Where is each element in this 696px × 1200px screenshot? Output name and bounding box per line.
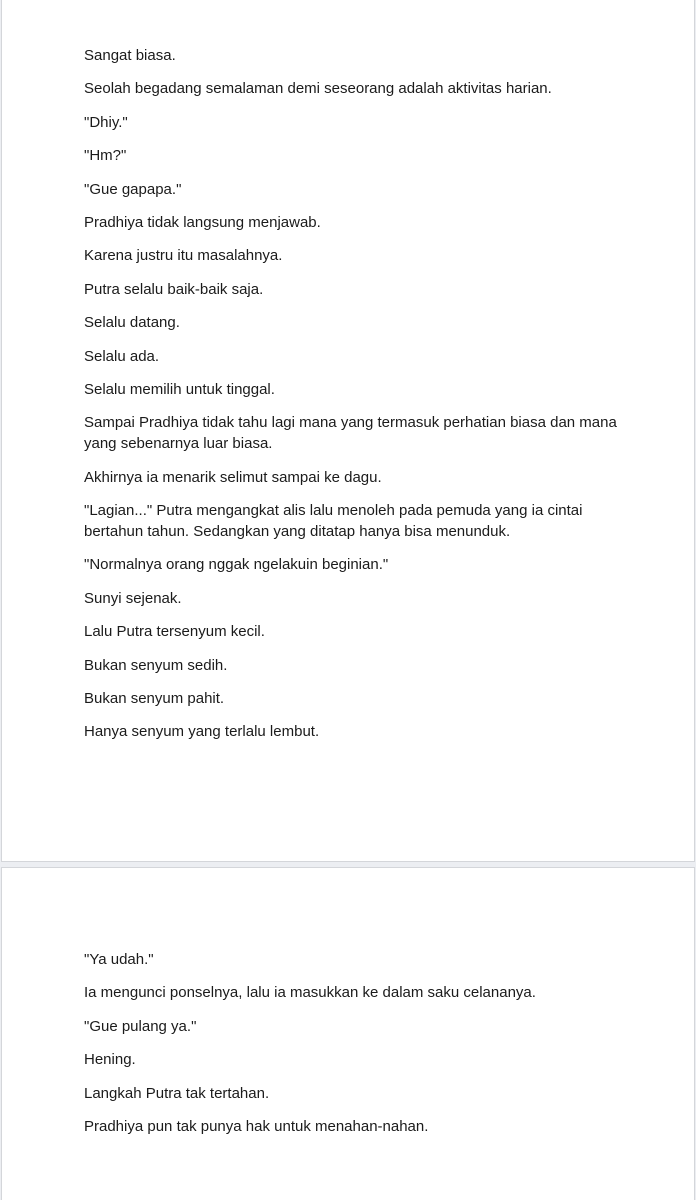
paragraph: "Dhiy." (84, 113, 128, 131)
paragraph: Sunyi sejenak. (84, 589, 182, 607)
paragraph: Selalu ada. (84, 347, 160, 365)
page-1-text (84, 45, 629, 755)
paragraph: "Ya udah." (84, 951, 154, 968)
paragraph: Hening. (84, 1051, 136, 1069)
paragraph: "Gue gapapa." (84, 180, 182, 198)
paragraph: Karena justru itu masalahnya. (84, 247, 283, 265)
paragraph: Pradhiya tidak langsung menjawab. (84, 213, 321, 231)
paragraph: Putra selalu baik-baik saja. (84, 280, 264, 298)
paragraph: Langkah Putra tak tertahan. (84, 1084, 270, 1102)
paragraph: "Normalnya orang nggak ngelakuin beginian." (84, 556, 389, 574)
paragraph: Seolah begadang semalaman demi seseorang adalah aktivitas harian. (84, 80, 552, 98)
paragraph: Selalu memilih untuk tinggal. (84, 380, 275, 398)
paragraph: "Gue pulang ya." (84, 1017, 197, 1035)
paragraph: Pradhiya pun tak punya hak untuk menahan-nahan. (84, 1117, 429, 1135)
page-2-text (84, 949, 629, 1149)
paragraph: Selalu datang. (84, 314, 180, 332)
paragraph: Ia mengunci ponselnya, lalu ia masukkan ke dalam saku celananya. (84, 984, 536, 1002)
paragraph: Akhirnya ia menarik selimut sampai ke dagu. (84, 468, 382, 486)
paragraph: Hanya senyum yang terlalu lembut. (84, 723, 320, 741)
paragraph: Sampai Pradhiya tidak tahu lagi mana yang termasuk perhatian biasa dan mana yang sebenarnya luar biasa. (84, 414, 617, 453)
paragraph: Bukan senyum pahit. (84, 690, 225, 708)
paragraph: "Hm?" (84, 147, 127, 165)
paragraph: Sangat biasa. (84, 47, 176, 64)
paragraph: Bukan senyum sedih. (84, 656, 228, 674)
paragraph: "Lagian..." Putra mengangkat alis lalu menoleh pada pemuda yang ia cintai bertahun tahun. Sedangkan yang ditatap hanya bisa menunduk. (84, 502, 583, 541)
document-page-1 (1, 0, 695, 862)
document-page-2 (1, 867, 695, 1200)
paragraph: Lalu Putra tersenyum kecil. (84, 623, 265, 641)
